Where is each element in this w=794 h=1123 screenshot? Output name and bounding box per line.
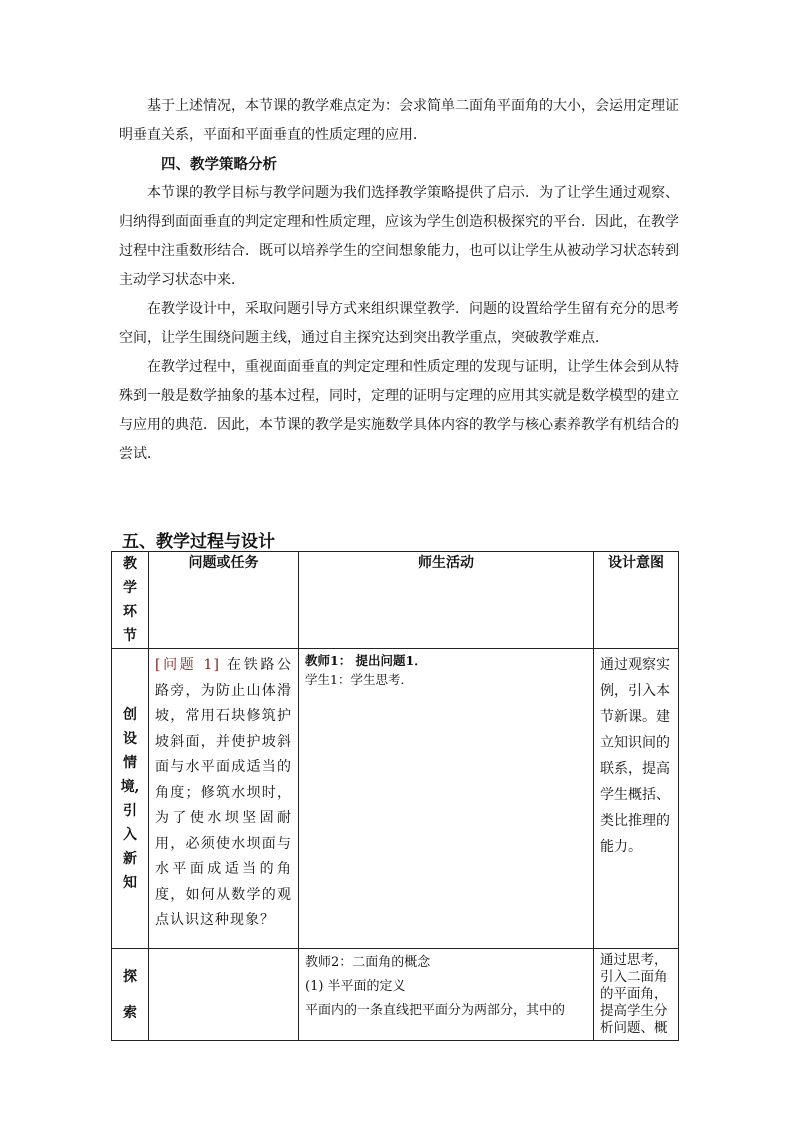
teacher-activity: 教师1： 提出问题1． bbox=[305, 653, 427, 668]
teaching-design-table bbox=[111, 551, 679, 1041]
header-intent: 设计意图 bbox=[594, 552, 679, 649]
intent-cell: 通过观察实例，引入本节新课。建立知识间的联系，提高学生概括、类比推理的能力。 bbox=[594, 649, 679, 949]
section-4-heading: 四、教学策略分析 bbox=[161, 156, 277, 173]
header-activity: 师生活动 bbox=[299, 552, 594, 649]
task-cell bbox=[149, 949, 299, 1041]
table-row bbox=[112, 949, 679, 1041]
strategy-paragraph-3: 在教学过程中，重视面面垂直的判定定理和性质定理的发现与证明，让学生体会到从特殊到一般是数学抽象的基本过程，同时，定理的证明与定理的应用其实就是数学模型的建立与应用的典范．因此，本节课的教学是实施数学具体内容的教学与核心素养教学有机结合的尝试． bbox=[119, 359, 679, 462]
stage-cell: 探 索 bbox=[112, 949, 149, 1041]
document-body bbox=[119, 92, 679, 469]
student-activity: 学生1：学生思考． bbox=[305, 672, 413, 687]
table-header-row bbox=[112, 552, 679, 649]
table-row bbox=[112, 649, 679, 949]
definition-text: 平面内的一条直线把平面分为两部分，其中的 bbox=[305, 1003, 566, 1018]
definition-heading: (1) 半平面的定义 bbox=[305, 979, 406, 994]
teacher-activity: 教师2：二面角的概念 bbox=[305, 955, 431, 970]
section-5-heading: 五、教学过程与设计 bbox=[122, 532, 275, 552]
activity-cell bbox=[299, 949, 594, 1041]
activity-cell bbox=[299, 649, 594, 949]
stage-cell: 创 设 情 境, 引 入 新 知 bbox=[112, 649, 149, 949]
strategy-paragraph-1: 本节课的教学目标与教学问题为我们选择教学策略提供了启示．为了让学生通过观察、归纳得到面面垂直的判定定理和性质定理，应该为学生创造积极探究的平台．因此，在教学过程中注重数形结合．既可以培养学生的空间想象能力，也可以让学生从被动学习状态转到主动学习状态中来． bbox=[119, 185, 679, 288]
question-text: 在铁路公路旁，为防止山体滑坡，常用石块修筑护坡斜面，并使护坡斜面与水平面成适当的角度；修筑水坝时，为了使水坝坚固耐用，必须使水坝面与水平面成适当的角度，如何从数学的观点认识这种现象？ bbox=[155, 657, 293, 928]
intent-cell: 通过思考，引入二面角的平面角，提高学生分析问题、概 bbox=[594, 949, 679, 1041]
strategy-paragraph-2: 在教学设计中，采取问题引导方式来组织课堂教学．问题的设置给学生留有充分的思考空间，让学生围绕问题主线，通过自主探究达到突出教学重点，突破教学难点． bbox=[119, 301, 679, 346]
question-tag: [问题 1] bbox=[155, 657, 220, 673]
header-stage: 教 学 环 节 bbox=[112, 552, 149, 649]
paragraph-difficulty: 基于上述情况，本节课的教学难点定为：会求简单二面角平面角的大小，会运用定理证明垂直关系，平面和平面垂直的性质定理的应用． bbox=[119, 98, 679, 143]
header-task: 问题或任务 bbox=[149, 552, 299, 649]
task-cell bbox=[149, 649, 299, 949]
